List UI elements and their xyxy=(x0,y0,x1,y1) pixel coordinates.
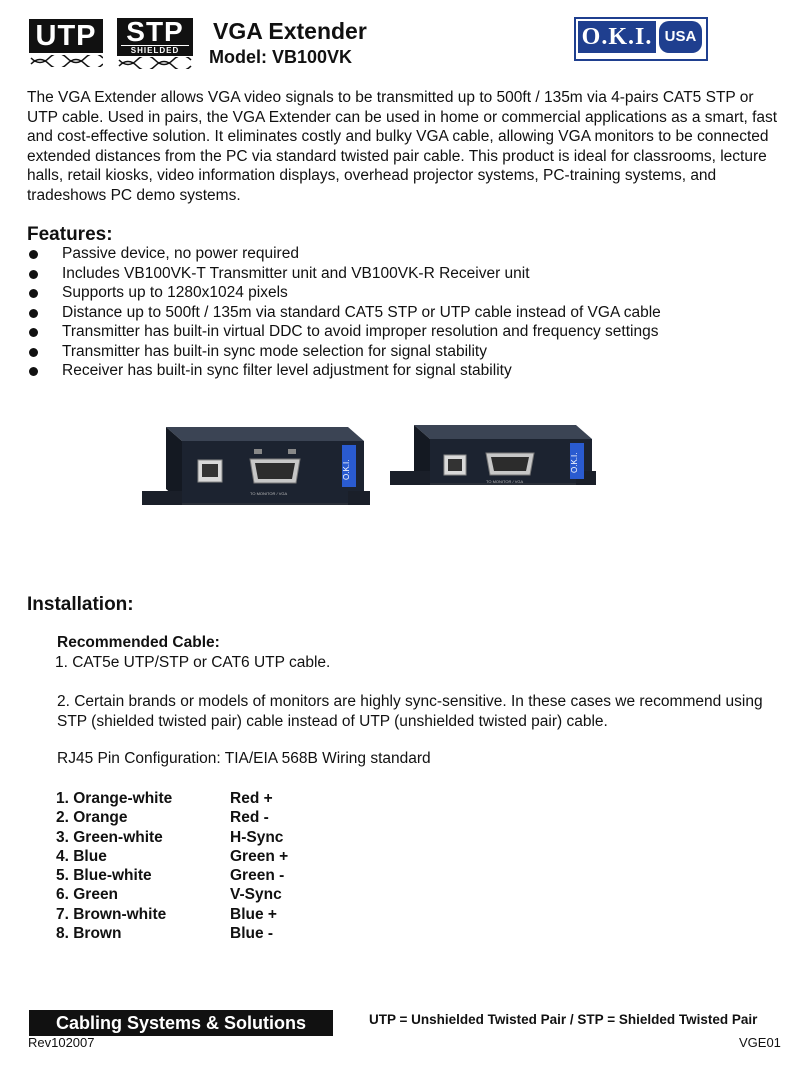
table-row: 2. Orange Red - xyxy=(56,809,269,827)
bullet-icon xyxy=(29,328,38,337)
features-list xyxy=(27,244,661,381)
feature-item: Passive device, no power required xyxy=(27,244,661,264)
feature-item: Transmitter has built-in virtual DDC to avoid improper resolution and frequency settings xyxy=(27,322,661,342)
port-label: TO MONITOR / VGA xyxy=(250,491,288,496)
table-row: 6. Green V-Sync xyxy=(56,886,282,904)
intro-paragraph: The VGA Extender allows VGA video signals to be transmitted up to 500ft / 135m via 4-pairs CAT5 STP or UTP cable. Used in pairs, the VGA Extender can be used in home or commercial applications as a smart, fast and cost-effective solution. It eliminates costly and bulky VGA cable, allowing VGA monitors to be connected extended distances from the PC via standard twisted pair cable. This product is ideal for classrooms, lecture halls, retail kiosks, video information displays, overhead projector systems, PC-training systems, and tradeshows PC demo systems. xyxy=(27,89,778,204)
bullet-icon xyxy=(29,348,38,357)
footer-abbreviation-note: UTP = Unshielded Twisted Pair / STP = Shielded Twisted Pair xyxy=(369,1012,758,1027)
oki-logo-text: O.K.I. xyxy=(578,21,656,53)
oki-usa-text: USA xyxy=(659,21,702,53)
feature-item: Transmitter has built-in sync mode selection for signal stability xyxy=(27,342,661,362)
pin-configuration-table xyxy=(56,789,288,943)
stp-logo-subtext: SHIELDED xyxy=(121,45,189,56)
cable-recommendation-1: 1. CAT5e UTP/STP or CAT6 UTP cable. xyxy=(55,654,331,671)
table-row: 4. Blue Green + xyxy=(56,847,289,865)
stp-logo-text: STP xyxy=(126,16,184,47)
unit-brand-label: O.K.I. xyxy=(342,459,351,480)
bullet-icon xyxy=(29,309,38,318)
utp-twisted-pair-icon xyxy=(29,55,103,67)
model-number: Model: VB100VK xyxy=(209,47,353,67)
product-photo xyxy=(138,405,598,525)
unit-brand-label: O.K.I. xyxy=(570,452,579,473)
recommended-cable-heading: Recommended Cable: xyxy=(57,634,220,651)
document-code: VGE01 xyxy=(739,1035,781,1050)
bullet-icon xyxy=(29,289,38,298)
stp-logo xyxy=(117,18,193,56)
bullet-icon xyxy=(29,367,38,376)
feature-item: Distance up to 500ft / 135m via standard CAT5 STP or UTP cable instead of VGA cable xyxy=(27,303,661,323)
features-heading: Features: xyxy=(27,224,113,245)
installation-heading: Installation: xyxy=(27,594,134,615)
table-row: 7. Brown-white Blue + xyxy=(56,905,277,923)
table-row: 5. Blue-white Green - xyxy=(56,867,285,885)
port-label: TO MONITOR / VGA xyxy=(486,479,524,484)
transmitter-unit-image xyxy=(142,427,370,505)
page-title: VGA Extender xyxy=(213,18,367,44)
bullet-icon xyxy=(29,270,38,279)
oki-usa-logo xyxy=(574,17,708,61)
feature-item: Includes VB100VK-T Transmitter unit and VB100VK-R Receiver unit xyxy=(27,264,661,284)
footer-banner: Cabling Systems & Solutions xyxy=(29,1010,333,1036)
table-row: 3. Green-white H-Sync xyxy=(56,828,284,846)
table-row: 1. Orange-white Red + xyxy=(56,790,273,807)
utp-logo: UTP xyxy=(29,19,103,53)
feature-item: Receiver has built-in sync filter level adjustment for signal stability xyxy=(27,361,661,381)
cable-recommendation-2: 2. Certain brands or models of monitors are highly sync-sensitive. In these cases we recommend using STP (shielded twisted pair) cable instead of UTP (unshielded twisted pair) cable. xyxy=(57,693,763,730)
bullet-icon xyxy=(29,250,38,259)
receiver-unit-image xyxy=(390,425,596,485)
table-row: 8. Brown Blue - xyxy=(56,925,274,943)
stp-twisted-pair-icon xyxy=(117,57,193,69)
revision-code: Rev102007 xyxy=(28,1035,95,1050)
feature-item: Supports up to 1280x1024 pixels xyxy=(27,283,661,303)
rj45-config-label: RJ45 Pin Configuration: TIA/EIA 568B Wiring standard xyxy=(57,750,431,767)
